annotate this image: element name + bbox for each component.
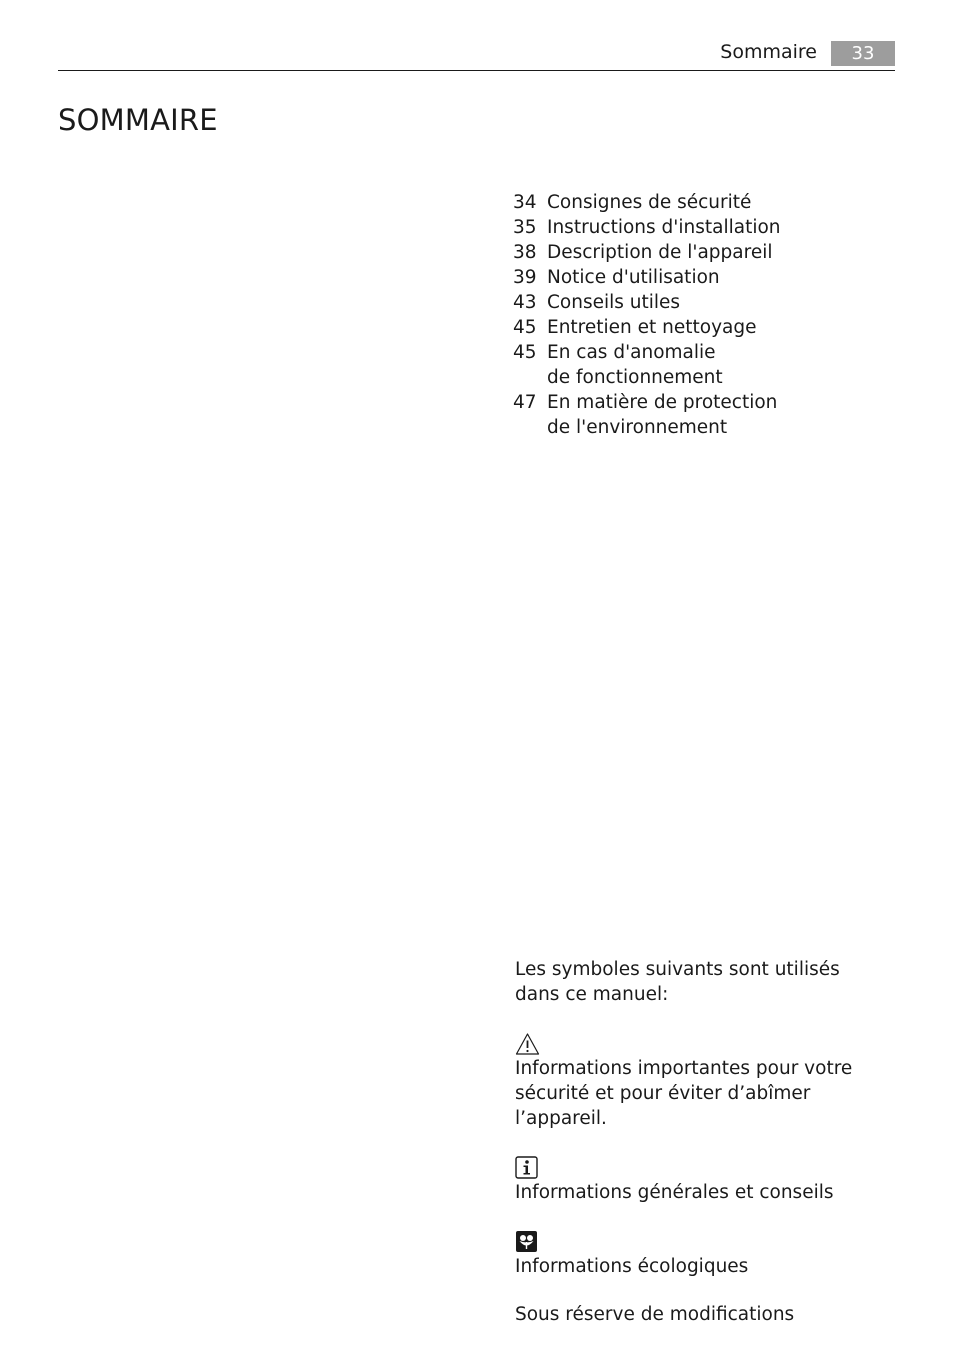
toc-entry[interactable] [513, 240, 913, 265]
toc-title: Instructions d'installation [547, 217, 781, 238]
symbol-warning-text: Informations importantes pour votre sécurité et pour éviter d’abîmer l’appareil. [515, 1058, 853, 1129]
symbol-eco-text: Informations écologiques [515, 1256, 749, 1277]
page-number-badge: 33 [831, 41, 895, 66]
toc-page-number: 43 [513, 292, 537, 313]
symbols-intro: Les symboles suivants sont utilisés dans ce manuel: [515, 959, 840, 1005]
toc-title: Consignes de sécurité [547, 192, 752, 213]
toc-title: Conseils utiles [547, 292, 681, 313]
toc-entry[interactable] [513, 315, 913, 340]
toc-page-number: 34 [513, 192, 537, 213]
table-of-contents [513, 190, 913, 440]
page-title: SOMMAIRE [58, 103, 218, 137]
toc-entry[interactable] [513, 190, 913, 215]
toc-title: En cas d'anomalie de fonctionnement [547, 342, 723, 388]
toc-page-number: 39 [513, 267, 537, 288]
toc-title: En matière de protection de l'environnement [547, 392, 778, 438]
disclaimer-text: Sous réserve de modifications [515, 1304, 795, 1325]
toc-page-number: 38 [513, 242, 537, 263]
symbols-legend [515, 957, 905, 1327]
header-divider [58, 70, 895, 71]
warning-triangle-icon [515, 1032, 905, 1056]
toc-entry[interactable] [513, 215, 913, 240]
toc-entry[interactable] [513, 290, 913, 315]
toc-page-number: 35 [513, 217, 537, 238]
toc-entry[interactable] [513, 340, 913, 390]
info-icon [515, 1156, 905, 1180]
toc-page-number: 45 [513, 342, 537, 363]
symbol-info-text: Informations générales et conseils [515, 1182, 834, 1203]
toc-page-number: 47 [513, 392, 537, 413]
toc-page-number: 45 [513, 317, 537, 338]
toc-title: Notice d'utilisation [547, 267, 720, 288]
toc-title: Description de l'appareil [547, 242, 773, 263]
header-section-label: Sommaire [720, 41, 817, 63]
toc-title: Entretien et nettoyage [547, 317, 757, 338]
toc-entry[interactable] [513, 390, 913, 440]
eco-flower-icon [515, 1230, 905, 1254]
toc-entry[interactable] [513, 265, 913, 290]
